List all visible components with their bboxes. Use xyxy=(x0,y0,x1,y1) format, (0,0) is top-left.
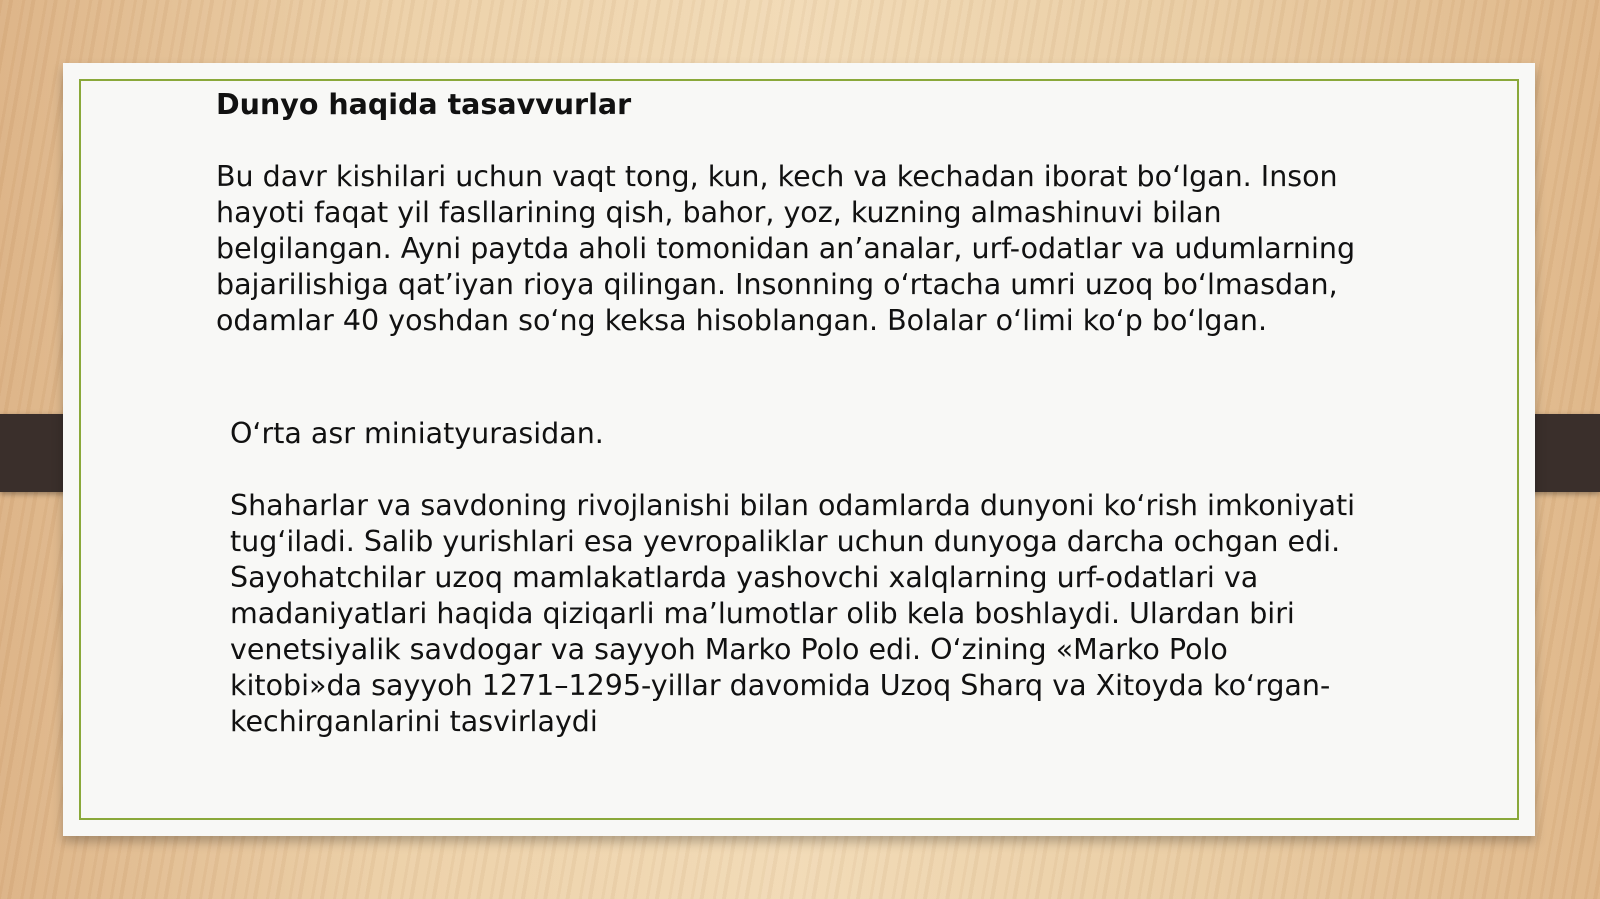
text-block-main xyxy=(230,416,1360,740)
slide-card xyxy=(63,63,1535,836)
image-caption: Oʻrta asr miniatyurasidan. xyxy=(230,417,604,450)
paragraph-intro: Bu davr kishilari uchun vaqt tong, kun, kech va kechadan iborat boʻlgan. Inson hayoti faqat yil fasllarining qish, bahor, yoz, kuzning almashinuvi bilan belgilangan. Ayni paytda aholi tomonidan an’analar, urf-odatlar va udumlarning bajarilishiga qat’iyan rioya qilingan. Insonning oʻrtacha umri uzoq boʻlmasdan, odamlar 40 yoshdan soʻng keksa hisoblangan. Bolalar oʻlimi koʻp boʻlgan. xyxy=(216,160,1356,337)
paragraph-main: Shaharlar va savdoning rivojlanishi bilan odamlarda dunyoni koʻrish imkoniyati tugʻiladi. Salib yurishlari esa yevropaliklar uchun dunyoga darcha ochgan edi. Sayohatchilar uzoq mamlakatlarda yashovchi xalqlarning urf-odatlari va madaniyatlari haqida qiziqarli ma’lumotlar olib kela boshlaydi. Ulardan biri venetsiyalik savdogar va sayyoh Marko Polo edi. Oʻzining «Marko Polo kitobi»da sayyoh 1271–1295-yillar davomida Uzoq Sharq va Xitoyda koʻrgan-kechirganlarini tasvirlaydi xyxy=(230,489,1356,738)
slide-title: Dunyo haqida tasavvurlar xyxy=(216,88,632,121)
text-block-intro xyxy=(216,87,1396,339)
